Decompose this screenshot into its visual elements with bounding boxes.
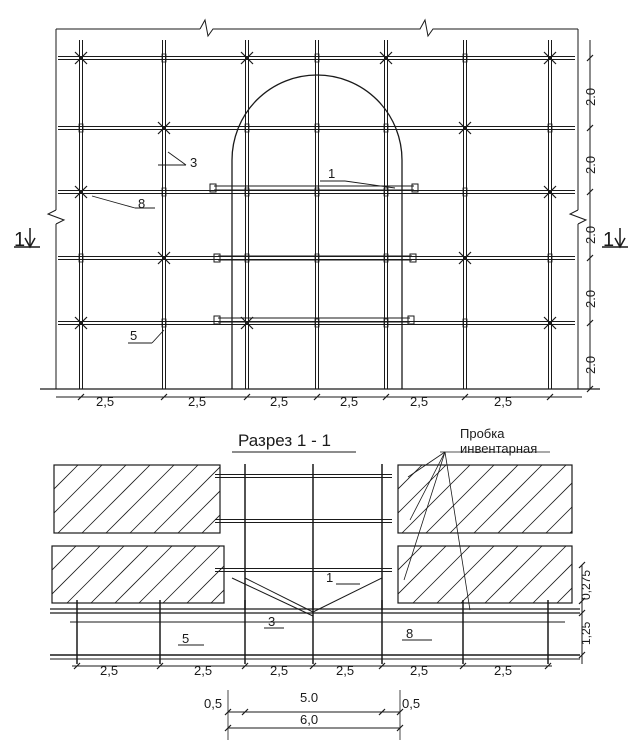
bay-width-label: 2,5 (96, 394, 115, 409)
hatch-line (461, 546, 518, 603)
callout-leader (168, 152, 186, 165)
scaffold-section (0, 426, 634, 740)
hatch-line (163, 546, 220, 603)
callout-3: 3 (190, 155, 198, 170)
opening-dim-right: 0,5 (402, 696, 421, 711)
plug-leader (410, 452, 445, 520)
section-callout-3: 3 (268, 614, 276, 629)
section-title: Разрез 1 - 1 (238, 431, 331, 450)
wall-block-lower-left (52, 546, 224, 603)
callout-5: 5 (130, 328, 138, 343)
tier-height-label: 2.0 (583, 155, 598, 174)
section-bay-width-labels (100, 663, 512, 678)
bay-width-label: 2,5 (336, 663, 355, 678)
break-line-top (200, 20, 578, 36)
bay-width-labels (96, 394, 512, 409)
inventory-plug (214, 316, 220, 324)
opening-dim-middle: 5.0 (300, 690, 319, 705)
hatch-line (67, 546, 124, 603)
hatch-line (485, 546, 542, 603)
hatch-line (605, 546, 634, 603)
section-mark-right: 1 (603, 229, 615, 251)
hatch-line (0, 546, 52, 603)
inventory-plug (408, 316, 414, 324)
bay-width-label: 2,5 (410, 663, 429, 678)
wall-block-upper-left (54, 465, 220, 533)
elevation-geometry (14, 20, 628, 400)
opening-dim-total: 6,0 (300, 712, 319, 727)
right-dim-125: 1,25 (579, 621, 593, 645)
opening-dim-left: 0,5 (204, 696, 223, 711)
callout-leader (92, 196, 135, 208)
section-callout-1: 1 (326, 570, 334, 585)
hatch-line (115, 546, 172, 603)
plug-leader (404, 452, 445, 580)
hatch-line (365, 546, 422, 603)
diagonal-brace (232, 578, 313, 616)
hatch-line (594, 465, 634, 533)
callout-8: 8 (138, 196, 146, 211)
inventory-plug (410, 254, 416, 262)
tier-height-label: 2.0 (583, 289, 598, 308)
hatch-line (91, 546, 148, 603)
tier-height-label: 2.0 (583, 87, 598, 106)
tier-height-label: 2.0 (583, 355, 598, 374)
hatch-line (211, 546, 268, 603)
wall-block-lower-left-hatch (0, 546, 316, 603)
hatch-line (509, 546, 566, 603)
hatch-line (187, 546, 244, 603)
hatch-line (235, 546, 292, 603)
bay-width-label: 2,5 (188, 394, 207, 409)
bay-width-label: 2,5 (494, 663, 513, 678)
diagonal-brace (313, 578, 382, 612)
bay-width-label: 2,5 (494, 394, 513, 409)
break-mark-right (570, 210, 586, 224)
tier-height-label: 2.0 (583, 225, 598, 244)
hatch-line (0, 465, 54, 533)
callout-1: 1 (328, 166, 336, 181)
plug-leader (445, 452, 470, 610)
bay-width-label: 2,5 (410, 394, 429, 409)
bay-width-label: 2,5 (270, 394, 289, 409)
hatch-line (570, 465, 634, 533)
bay-width-label: 2,5 (100, 663, 119, 678)
hatch-line (437, 546, 494, 603)
inventory-plug (214, 254, 220, 262)
bay-width-label: 2,5 (340, 394, 359, 409)
hatch-line (139, 546, 196, 603)
right-dim-0275: 0,275 (579, 569, 593, 600)
break-mark-left (48, 210, 64, 224)
bay-width-label: 2,5 (194, 663, 213, 678)
plug-label-line2: инвентарная (460, 441, 538, 456)
hatch-line (618, 465, 634, 533)
hatch-line (19, 546, 76, 603)
section-mark-left: 1 (14, 229, 26, 251)
bay-width-label: 2,5 (270, 663, 289, 678)
wall-block-upper-right (398, 465, 572, 533)
section-callout-5: 5 (182, 631, 190, 646)
section-callout-8: 8 (406, 626, 414, 641)
window-opening-arch (232, 75, 402, 389)
diagonal-brace (245, 578, 313, 612)
scaffold-elevation (14, 20, 628, 409)
plug-label-line1: Пробка (460, 426, 505, 441)
